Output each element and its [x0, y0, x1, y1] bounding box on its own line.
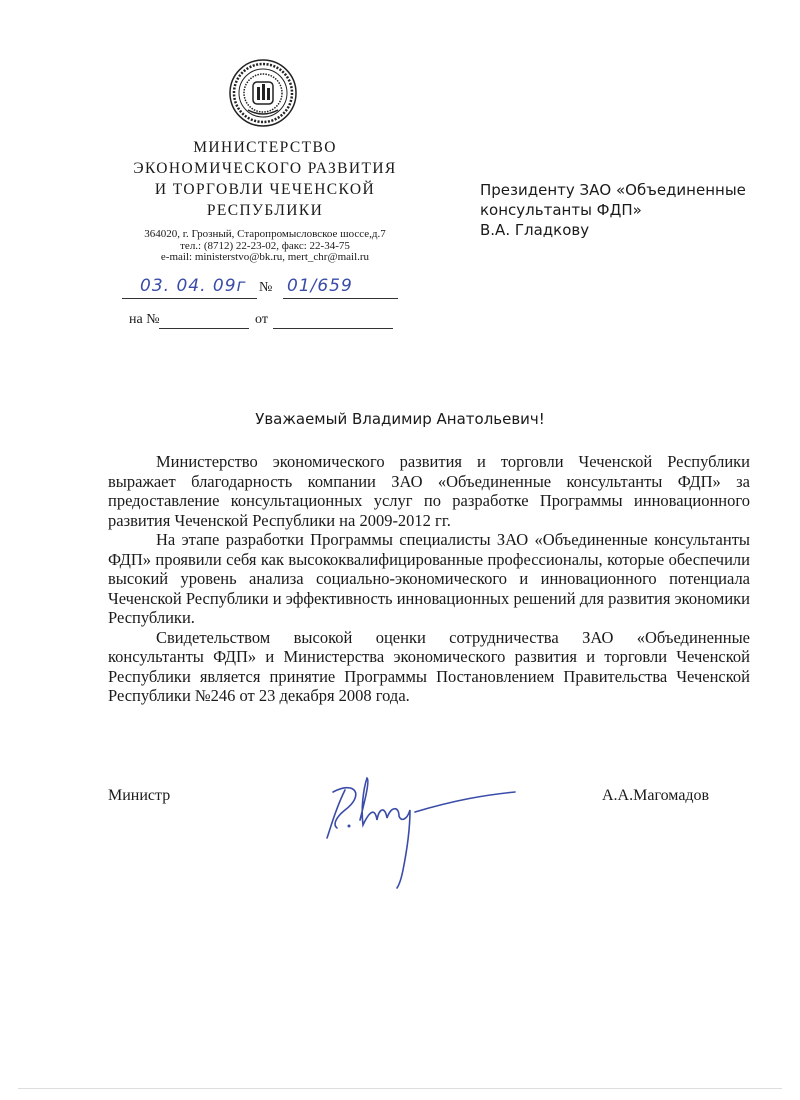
ministry-name-line: И ТОРГОВЛИ ЧЕЧЕНСКОЙ — [154, 181, 376, 198]
signer-name: А.А.Магомадов — [602, 787, 710, 804]
ref-date-blank — [273, 310, 393, 329]
addressee-block — [480, 180, 770, 240]
addressee-line: Президенту ЗАО «Объединенные — [480, 181, 746, 199]
number-label: № — [259, 280, 273, 295]
ref-number-label: на № — [129, 312, 160, 327]
outgoing-date-underline — [122, 278, 257, 299]
address-line: 364020, г. Грозный, Старопромысловское шоссе,д.7 — [144, 228, 386, 240]
ministry-name-line: МИНИСТЕРСТВО — [193, 139, 337, 156]
outgoing-date: 03. 04. 09г — [140, 276, 247, 296]
letter-body — [108, 452, 750, 706]
salutation: Уважаемый Владимир Анатольевич! — [255, 410, 545, 428]
phone-line: тел.: (8712) 22-23-02, факс: 22-34-75 — [180, 239, 350, 252]
body-paragraph: Министерство экономического развития и торговли Чеченской Республики выражает благодарность компании ЗАО «Объединенные консультанты ФДП» за предоставление консультационных услуг по разработке Программы инновационного развития Чеченской Республики на 2009-2012 гг. — [108, 452, 750, 530]
signature-icon — [315, 770, 535, 890]
ref-date-label: от — [255, 312, 268, 327]
ministry-name-line: РЕСПУБЛИКИ — [206, 202, 324, 219]
body-paragraph: Свидетельством высокой оценки сотрудничества ЗАО «Объединенные консультанты ФДП» и Министерства экономического развития и торговли Чеченской Республики является принятие Программы Постановлением Правительства Чеченской Республики №246 от 23 декабря 2008 года. — [108, 627, 750, 705]
page-edge — [18, 1088, 782, 1089]
addressee-line: консультанты ФДП» — [480, 201, 642, 219]
outgoing-registration — [117, 278, 400, 300]
addressee-name: В.А. Гладкову — [480, 221, 590, 239]
ref-number-blank — [159, 310, 249, 329]
signer-title: Министр — [108, 787, 171, 804]
state-emblem-icon — [228, 58, 298, 128]
ministry-address — [100, 229, 430, 264]
reference-line — [125, 310, 405, 332]
outgoing-number-underline — [283, 278, 398, 299]
outgoing-number: 01/659 — [287, 276, 353, 296]
body-paragraph: На этапе разработки Программы специалисты ЗАО «Объединенные консультанты ФДП» проявили себя как высококвалифицированные профессионалы, которые обеспечили высокий уровень анализа социально-экономического и инновационного потенциала Чеченской Республики и эффективность инновационных решений для развития экономики Республики. — [108, 530, 750, 627]
ministry-name — [100, 137, 430, 221]
email-line: e-mail: ministerstvo@bk.ru, mert_chr@mail.ru — [160, 251, 370, 263]
ministry-name-line: ЭКОНОМИЧЕСКОГО РАЗВИТИЯ — [133, 160, 397, 177]
